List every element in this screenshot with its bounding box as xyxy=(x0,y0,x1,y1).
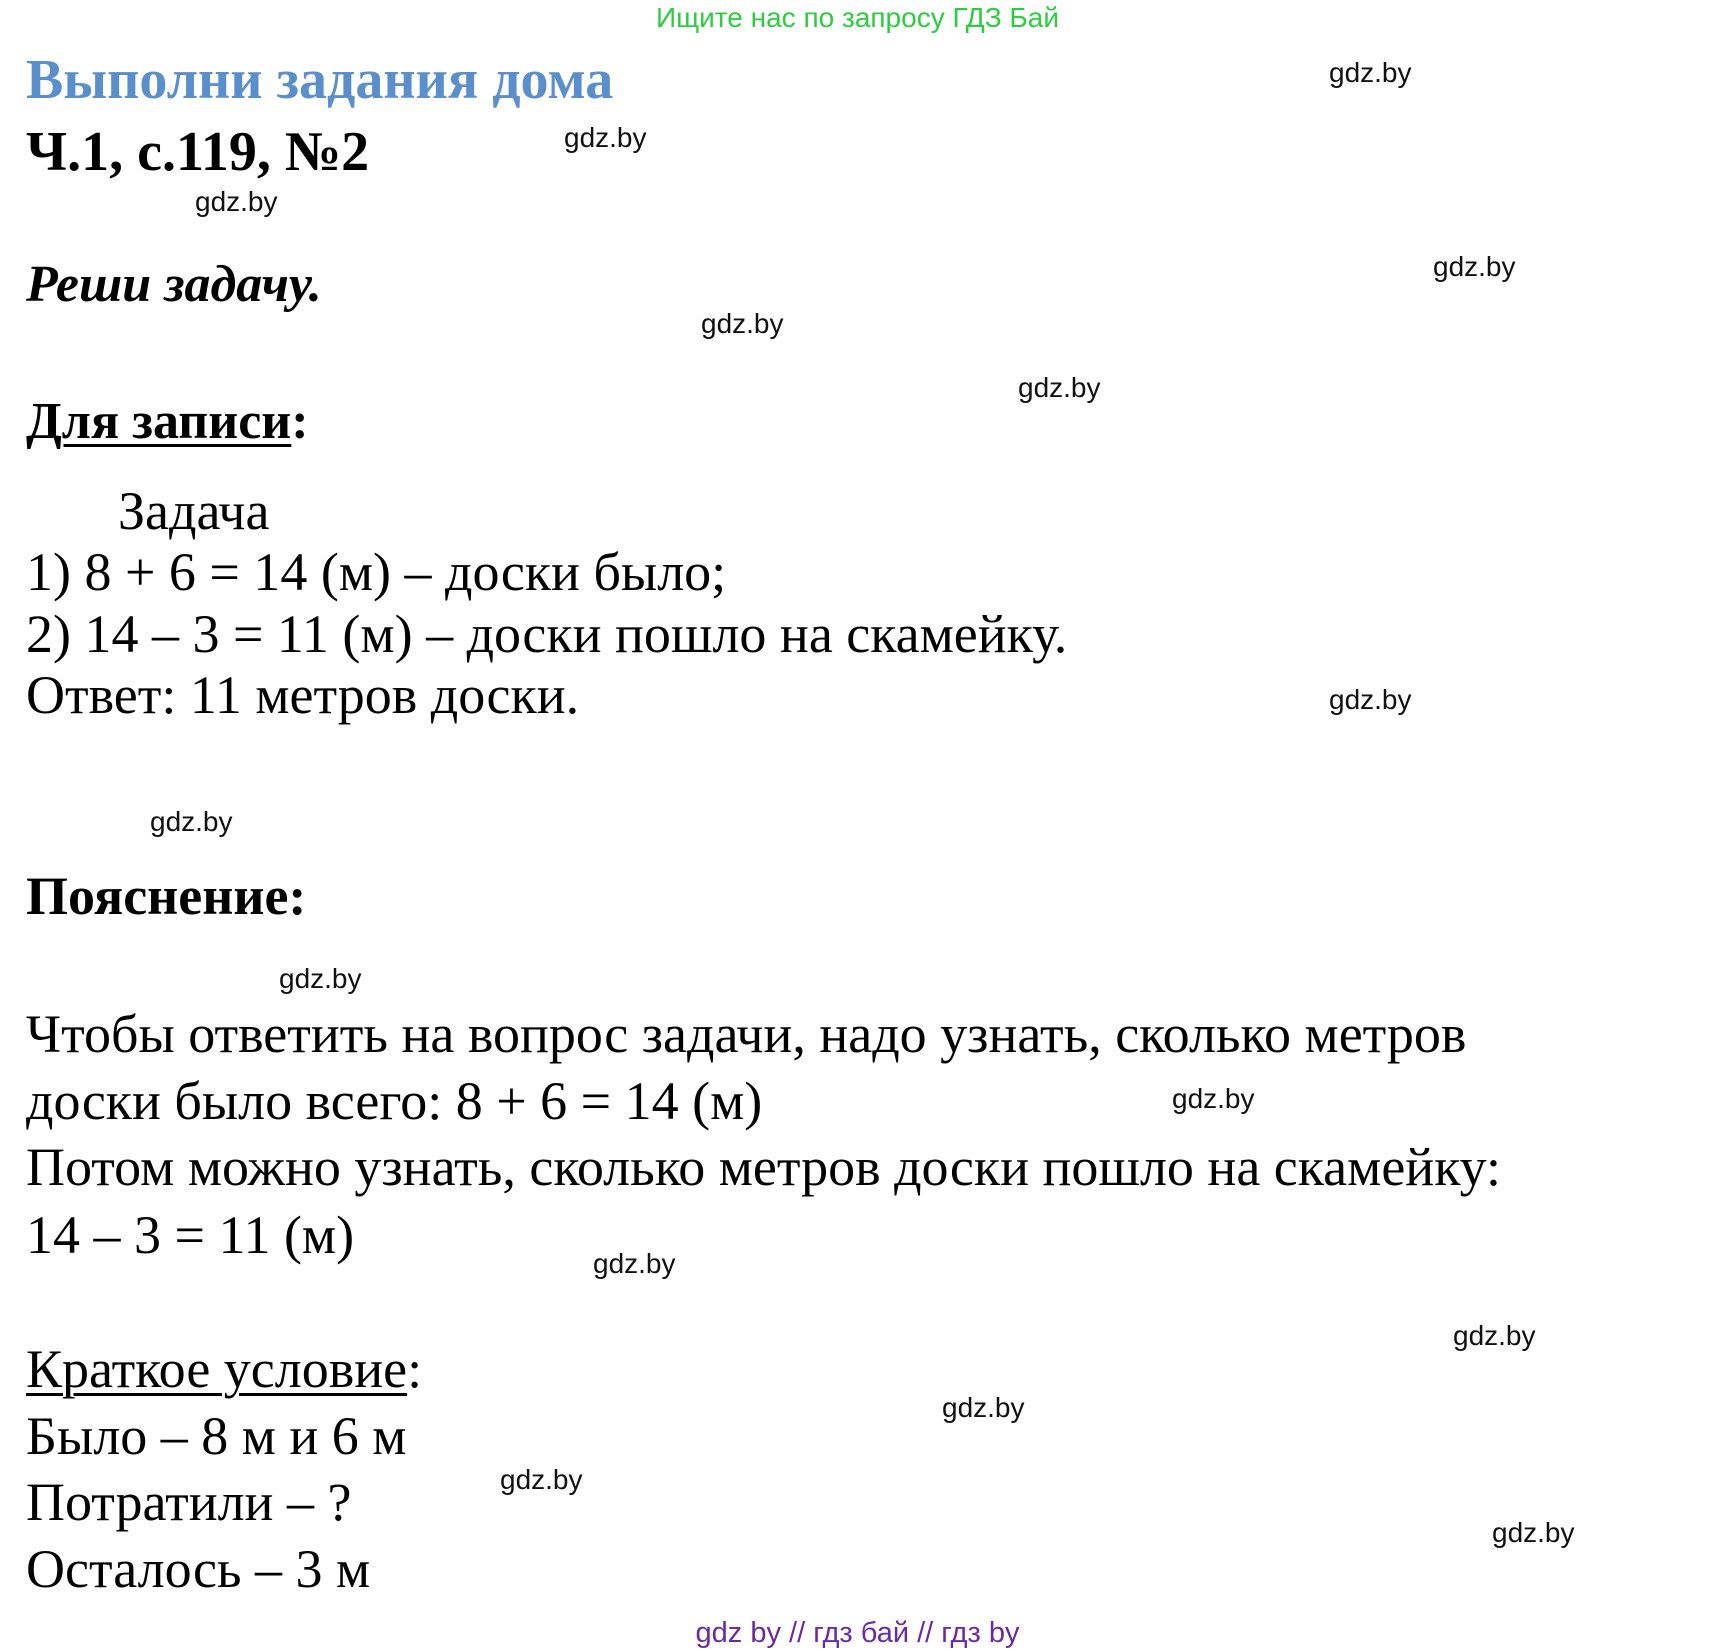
watermark: gdz.by xyxy=(1492,1517,1575,1548)
watermark: gdz.by xyxy=(1172,1083,1255,1114)
task-instruction: Реши задачу. xyxy=(26,256,322,313)
watermark: gdz.by xyxy=(1329,57,1412,88)
record-header-text: Для записи xyxy=(26,393,292,450)
condition-header-colon: : xyxy=(407,1339,423,1399)
watermark: gdz.by xyxy=(150,806,233,837)
condition-line-3: Осталось – 3 м xyxy=(26,1539,371,1599)
watermark: gdz.by xyxy=(593,1248,676,1279)
solution-answer: Ответ: 11 метров доски. xyxy=(26,665,580,725)
explanation-line-1: Чтобы ответить на вопрос задачи, надо узнать, сколько метров xyxy=(26,1004,1467,1064)
explanation-line-3: Потом можно узнать, сколько метров доски пошло на скамейку: xyxy=(26,1137,1501,1197)
footer-links: gdz by // гдз бай // гдз by xyxy=(695,1617,1020,1649)
watermark: gdz.by xyxy=(500,1464,583,1495)
watermark: gdz.by xyxy=(564,122,647,153)
condition-line-2: Потратили – ? xyxy=(26,1472,352,1532)
explanation-header: Пояснение: xyxy=(26,866,307,926)
page-title: Выполни задания дома xyxy=(26,49,614,111)
watermark: gdz.by xyxy=(1018,372,1101,403)
watermark: gdz.by xyxy=(942,1392,1025,1423)
solution-step-1: 1) 8 + 6 = 14 (м) – доски было; xyxy=(26,542,727,602)
condition-header xyxy=(26,1338,422,1400)
search-banner: Ищите нас по запросу ГДЗ Бай xyxy=(655,2,1060,33)
condition-header-text: Краткое условие xyxy=(26,1339,408,1399)
watermark: gdz.by xyxy=(195,186,278,217)
explanation-line-4: 14 – 3 = 11 (м) xyxy=(26,1205,355,1265)
watermark: gdz.by xyxy=(1453,1320,1536,1351)
watermark: gdz.by xyxy=(701,308,784,339)
watermark: gdz.by xyxy=(1329,684,1412,715)
solution-subtitle: Задача xyxy=(118,481,270,541)
record-header xyxy=(26,392,309,451)
record-header-colon: : xyxy=(291,393,309,450)
exercise-reference: Ч.1, с.119, №2 xyxy=(26,121,370,183)
watermark: gdz.by xyxy=(1433,251,1516,282)
solution-step-2: 2) 14 – 3 = 11 (м) – доски пошло на скамейку. xyxy=(26,604,1068,664)
explanation-line-2: доски было всего: 8 + 6 = 14 (м) xyxy=(26,1071,763,1131)
condition-line-1: Было – 8 м и 6 м xyxy=(26,1406,407,1466)
watermark: gdz.by xyxy=(279,963,362,994)
